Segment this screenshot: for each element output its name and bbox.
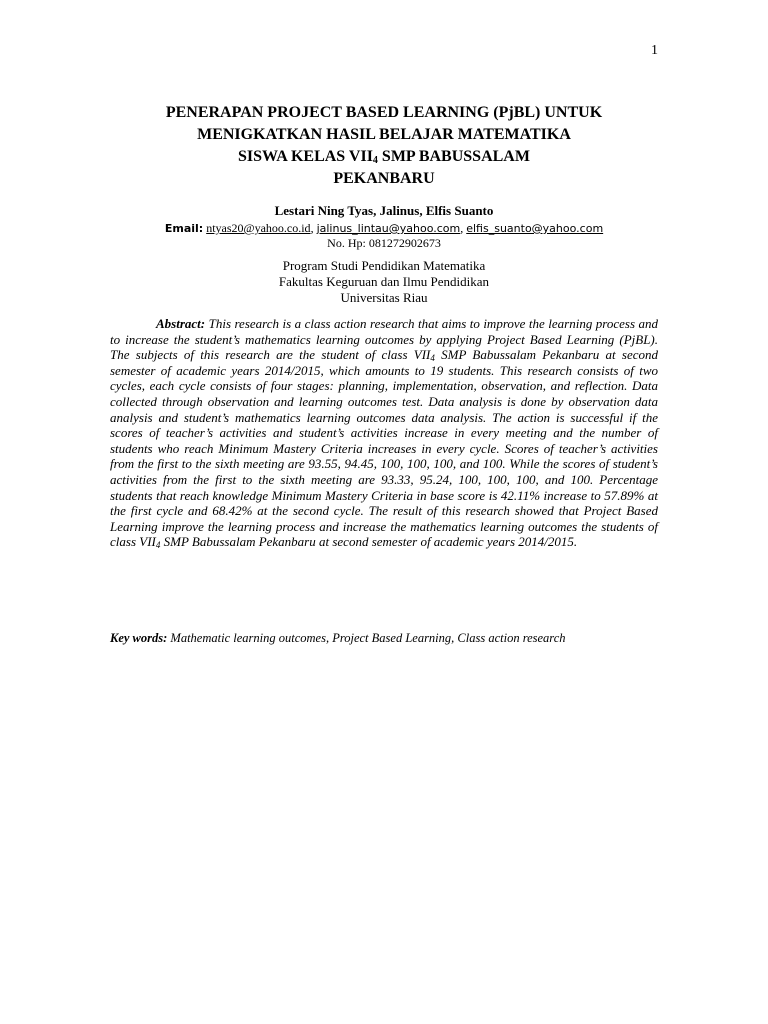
abstract-subscript-1: 4 bbox=[430, 353, 435, 364]
title-line-1: PENERAPAN PROJECT BASED LEARNING (PjBL) UNTUK bbox=[165, 104, 603, 121]
email-separator-2: , bbox=[460, 221, 464, 235]
title-line-3-pre: SISWA KELAS VII bbox=[238, 148, 373, 165]
title-line-3-post: SMP BABUSSALAM bbox=[377, 148, 530, 165]
email-link-2[interactable]: jalinus_lintau@yahoo.com bbox=[316, 222, 461, 235]
email-link-1[interactable]: ntyas20@yahoo.co.id bbox=[206, 221, 311, 235]
affiliation-faculty: Fakultas Keguruan dan Ilmu Pendidikan bbox=[278, 274, 490, 289]
phone-number: No. Hp: 081272902673 bbox=[327, 236, 441, 250]
abstract-text-2: SMP Babussalam Pekanbaru at second semester of academic years 2014/2015, which amounts to 19 students. This research consists of two cycles, each cycle consists of four stages: planning, implementation, observation, and reflection. Data collected through observation and learning outcomes test. Data analysis is done by observation data analysis and student’s mathematics learning outcomes data analysis. The action is successful if the scores of teacher’s activities and student’s activities increase in every meeting and the number of students who reach Minimum Mastery Criteria increases in every cycle. Scores of teacher’s activities from the first to the sixth meeting are 93.55, 94.45, 100, 100, 100, and 100. While the scores of student’s activities from the first to the sixth meeting are 93.33, 95.24, 100, 100, 100, and 100. Percentage students that reach knowledge Minimum Mastery Criteria in base score is 42.11% increase to 57.89% at the first cycle and 68.42% at the second cycle. The result of this research showed that Project Based Learning improve the learning process and increase the mathematics learning outcomes the students of class VII bbox=[110, 347, 658, 550]
title-subscript: 4 bbox=[372, 155, 378, 166]
email-link-3[interactable]: elfis_suanto@yahoo.com bbox=[466, 222, 604, 235]
title-line-4: PEKANBARU bbox=[333, 170, 435, 187]
email-separator-1: , bbox=[310, 221, 314, 235]
abstract-text-1: This research is a class action research that aims to improve the learning process and to increase the student’s mathematics learning outcomes by applying Project Based Learning (PjBL). The subjects of this research are the student of class VII bbox=[110, 316, 658, 363]
author-list: Lestari Ning Tyas, Jalinus, Elfis Suanto bbox=[274, 203, 494, 218]
keywords-label: Key words: bbox=[110, 631, 168, 645]
affiliation-program: Program Studi Pendidikan Matematika bbox=[282, 258, 486, 273]
title-line-3 bbox=[100, 146, 668, 168]
page-number: 1 bbox=[651, 43, 658, 58]
abstract-paragraph bbox=[110, 316, 658, 550]
email-label: Email: bbox=[164, 222, 204, 235]
affiliation bbox=[0, 258, 768, 306]
affiliation-university: Universitas Riau bbox=[340, 290, 428, 305]
abstract-text-3: SMP Babussalam Pekanbaru at second semester of academic years 2014/2015. bbox=[160, 534, 578, 550]
keywords-text: Mathematic learning outcomes, Project Based Learning, Class action research bbox=[167, 631, 566, 645]
abstract-label: Abstract: bbox=[156, 316, 206, 331]
abstract-subscript-2: 4 bbox=[155, 540, 161, 551]
email-line bbox=[0, 221, 768, 236]
paper-title bbox=[100, 102, 668, 190]
title-line-2: MENIGKATKAN HASIL BELAJAR MATEMATIKA bbox=[197, 126, 571, 143]
keywords-line bbox=[110, 631, 658, 646]
